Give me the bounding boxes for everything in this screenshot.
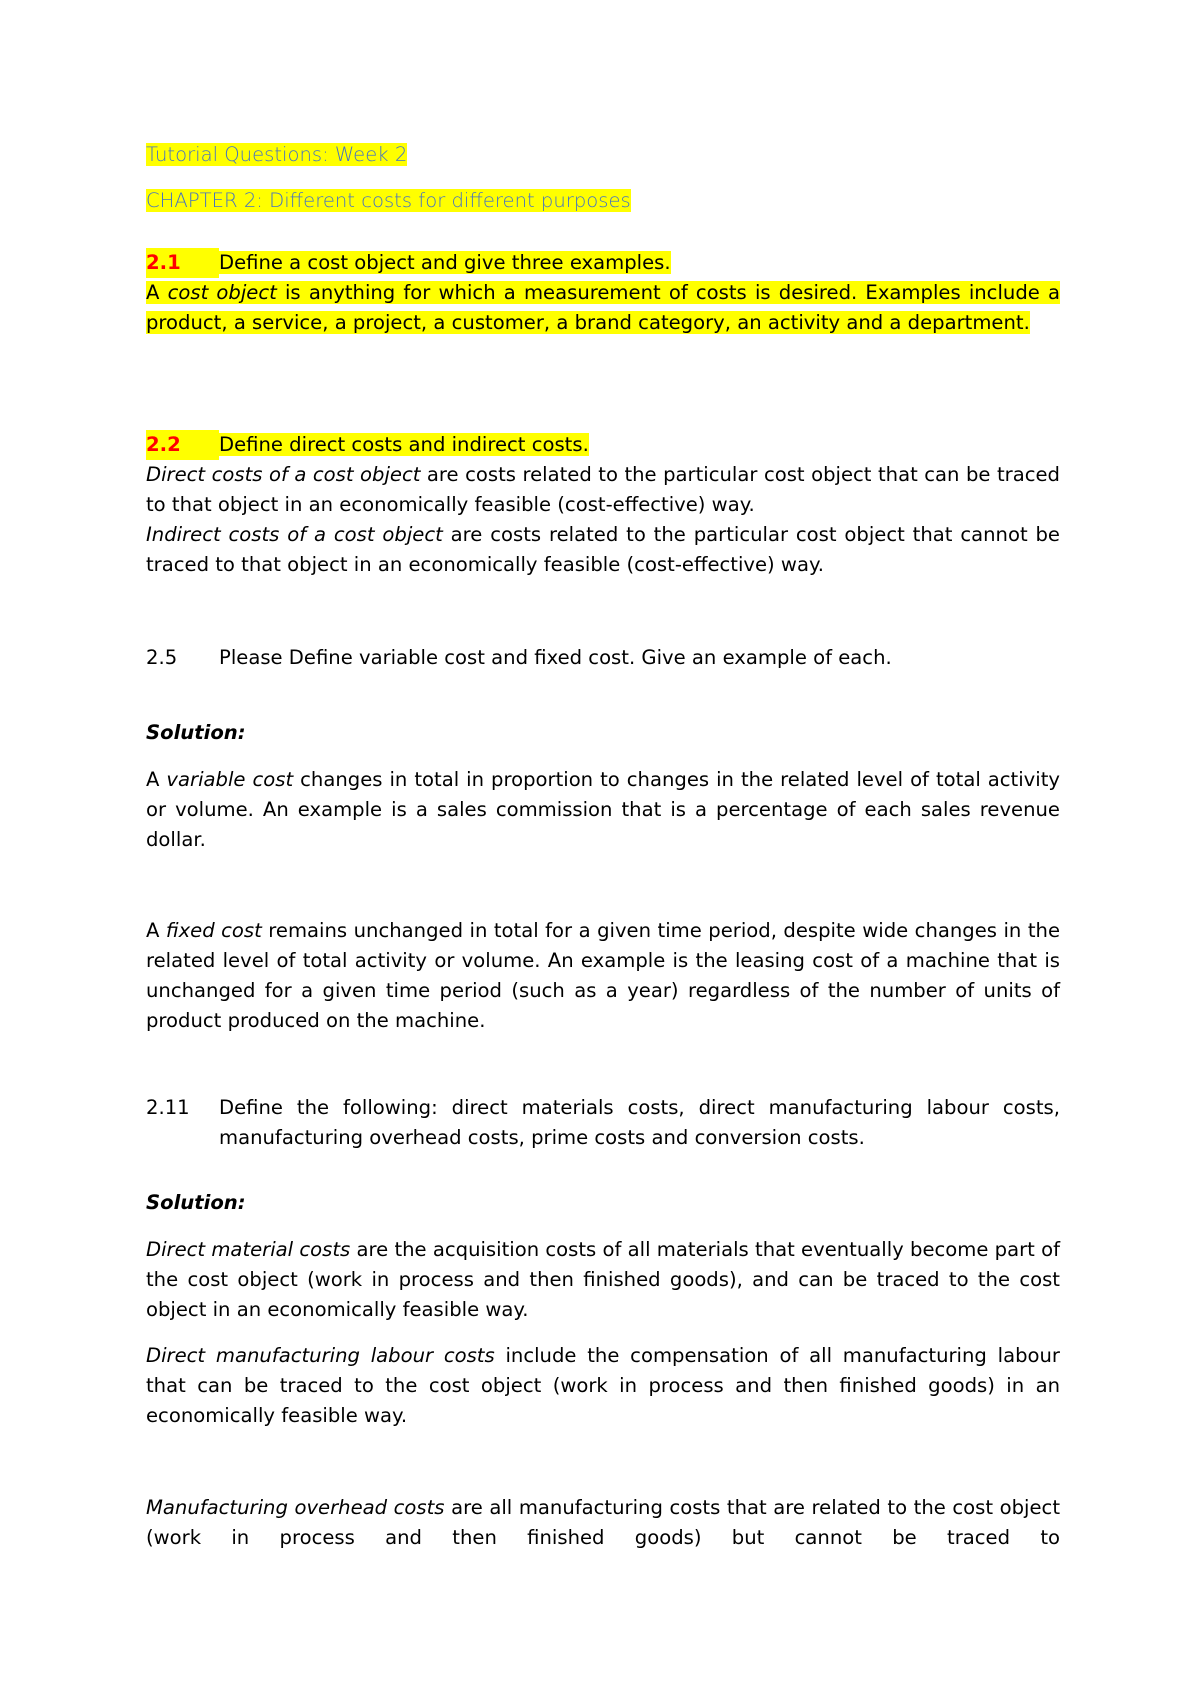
question-2-2-text: Define direct costs and indirect costs. <box>219 433 589 456</box>
term-fixed-cost: fixed cost <box>165 919 262 942</box>
chapter-title-text: CHAPTER 2: Different costs for different purposes <box>146 189 631 212</box>
answer-direct-costs-text: are costs related to the particular cost object that can be traced to that object in an economically feasible (cost-effective) way. <box>146 463 1060 516</box>
question-2-5-row <box>146 643 1060 673</box>
question-text: Define the following: direct materials costs, direct manufacturing labour costs, manufacturing overhead costs, prime costs and conversion costs. <box>219 1096 1060 1149</box>
answer-2-1-pre: A <box>146 281 168 304</box>
answer-fixed-cost <box>146 916 1060 1036</box>
question-text: Please Define variable cost and fixed cost. Give an example of each. <box>219 646 892 669</box>
term-direct-costs: Direct costs of a cost object <box>146 463 421 486</box>
answer-fixed-text: remains unchanged in total for a given time period, despite wide changes in the related level of total activity or volume. An example is the leasing cost of a machine that is unchanged for a given time period (such as a year) regardless of the number of units of product produced on the machine. <box>146 919 1061 1032</box>
question-2-11 <box>146 1093 1060 1153</box>
answer-2-1-highlight <box>146 281 1060 334</box>
answer-indirect-costs-text: are costs related to the particular cost object that cannot be traced to that object in an economically feasible (cost-effective) way. <box>146 523 1060 576</box>
term-manufacturing-overhead: Manufacturing overhead costs <box>146 1496 445 1519</box>
question-number: 2.5 <box>146 646 178 669</box>
answer-2-1-body: is anything for which a measurement of costs is desired. Examples include a product, a service, a project, a customer, a brand category, an activity and a department. <box>146 281 1060 334</box>
answer-direct-labour <box>146 1341 1060 1431</box>
answer-manufacturing-overhead <box>146 1493 1060 1553</box>
question-2-1 <box>146 248 1060 338</box>
question-2-11-row <box>146 1093 1060 1153</box>
term-direct-labour: Direct manufacturing labour costs <box>146 1344 495 1367</box>
term-cost-object: cost object <box>167 281 277 304</box>
question-2-5 <box>146 643 1060 673</box>
page-title <box>146 140 407 170</box>
answer-variable-text: changes in total in proportion to changes in the related level of total activity or volume. An example is a sales commission that is a percentage of each sales revenue dollar. <box>146 768 1060 851</box>
question-number: 2.1 <box>146 248 219 278</box>
page-title-text: Tutorial Questions: Week 2 <box>146 143 408 166</box>
answer-fixed-pre: A <box>146 919 166 942</box>
answer-2-1 <box>146 278 1060 338</box>
solution-label: Solution: <box>146 1191 246 1214</box>
answer-direct-labour-text: include the compensation of all manufacturing labour that can be traced to the cost object (work in process and then finished goods) in an economically feasible way. <box>146 1344 1060 1427</box>
answer-variable-pre: A <box>146 768 167 791</box>
question-2-1-text: Define a cost object and give three examples. <box>219 251 671 274</box>
chapter-title <box>146 186 631 216</box>
answer-direct-costs <box>146 460 1060 520</box>
question-2-1-row <box>146 248 1060 278</box>
answer-variable-cost <box>146 765 1060 855</box>
question-text <box>219 430 1060 460</box>
answer-indirect-costs <box>146 520 1060 580</box>
question-2-2 <box>146 430 1060 580</box>
question-2-2-row <box>146 430 1060 460</box>
question-number: 2.11 <box>146 1096 190 1119</box>
term-variable-cost: variable cost <box>166 768 294 791</box>
solution-label: Solution: <box>146 721 246 744</box>
term-indirect-costs: Indirect costs of a cost object <box>146 523 443 546</box>
question-number: 2.2 <box>146 430 219 460</box>
answer-direct-material-text: are the acquisition costs of all materials that eventually become part of the cost object (work in process and then finished goods), and can be traced to the cost object in an economically feasible way. <box>146 1238 1060 1321</box>
answer-manufacturing-overhead-text: are all manufacturing costs that are related to the cost object (work in process and then finished goods) but cannot be traced to <box>146 1496 1061 1549</box>
term-direct-material: Direct material costs <box>146 1238 351 1261</box>
answer-direct-material <box>146 1235 1060 1325</box>
question-text <box>219 248 1060 278</box>
